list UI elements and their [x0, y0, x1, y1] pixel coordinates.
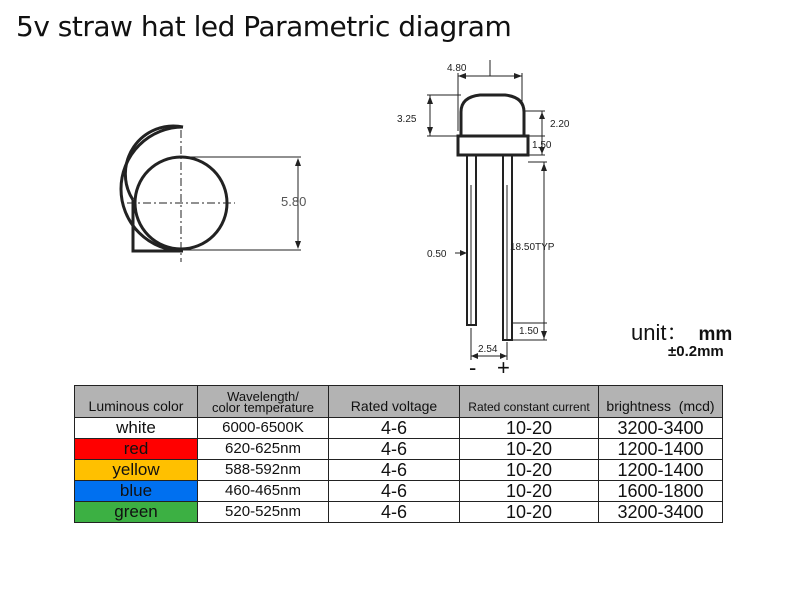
- cell-color: blue: [75, 481, 198, 502]
- cell-current: 10-20: [460, 502, 599, 523]
- cell-brightness: 1200-1400: [599, 439, 723, 460]
- lens-dome: [461, 95, 524, 136]
- parameter-table: [74, 385, 723, 523]
- cell-voltage: 4-6: [329, 460, 460, 481]
- dim-lead-pitch: 2.54: [478, 344, 498, 355]
- cell-brightness: 1200-1400: [599, 460, 723, 481]
- cell-color: white: [75, 418, 198, 439]
- table-row: [75, 460, 723, 481]
- side-view: [427, 60, 547, 360]
- dim-dome-height: 2.20: [550, 119, 570, 130]
- unit-prefix: unit：: [631, 320, 689, 345]
- cell-current: 10-20: [460, 439, 599, 460]
- cell-brightness: 3200-3400: [599, 418, 723, 439]
- dim-lens-width: 4.80: [447, 63, 467, 74]
- header-color: Luminous color: [75, 386, 198, 418]
- cell-brightness: 3200-3400: [599, 502, 723, 523]
- flange-outline-upper: [125, 126, 183, 200]
- page-title: 5v straw hat led Parametric diagram: [16, 10, 512, 43]
- cell-current: 10-20: [460, 418, 599, 439]
- cell-color: green: [75, 502, 198, 523]
- cell-color: yellow: [75, 460, 198, 481]
- dim-top-diameter: 5.80: [281, 194, 307, 209]
- cell-brightness: 1600-1800: [599, 481, 723, 502]
- table-row: [75, 481, 723, 502]
- flange-outline: [121, 127, 183, 251]
- cell-voltage: 4-6: [329, 502, 460, 523]
- cell-wavelength: 460-465nm: [198, 481, 329, 502]
- header-brightness: brightness (mcd): [599, 386, 723, 418]
- flange: [458, 136, 528, 155]
- cell-voltage: 4-6: [329, 481, 460, 502]
- table-row: [75, 502, 723, 523]
- cell-current: 10-20: [460, 481, 599, 502]
- header-voltage: Rated voltage: [329, 386, 460, 418]
- polarity-positive: +: [497, 355, 510, 380]
- table-row: [75, 439, 723, 460]
- dim-lead-width: 0.50: [427, 249, 447, 260]
- table-row: [75, 418, 723, 439]
- header-current: Rated constant current: [460, 386, 599, 418]
- cell-current: 10-20: [460, 460, 599, 481]
- header-wavelength: [198, 386, 329, 418]
- cell-color: red: [75, 439, 198, 460]
- tolerance: ±0.2mm: [668, 343, 724, 360]
- cell-wavelength: 620-625nm: [198, 439, 329, 460]
- header-wavelength-line1: Wavelength/: [227, 388, 299, 404]
- dim-flange-height: 1.50: [532, 140, 552, 151]
- dim-lead-end: 1.50: [519, 326, 539, 337]
- cell-voltage: 4-6: [329, 439, 460, 460]
- polarity-negative: -: [469, 355, 477, 380]
- dim-lead-length: 18.50TYP: [510, 242, 555, 253]
- cell-wavelength: 588-592nm: [198, 460, 329, 481]
- unit-value: mm: [698, 324, 733, 345]
- table-header-row: [75, 386, 723, 418]
- header-wavelength-line2: color temperature: [212, 399, 314, 415]
- top-view: [121, 126, 301, 262]
- cell-wavelength: 520-525nm: [198, 502, 329, 523]
- cell-voltage: 4-6: [329, 418, 460, 439]
- dim-lens-height: 3.25: [397, 114, 417, 125]
- cell-wavelength: 6000-6500K: [198, 418, 329, 439]
